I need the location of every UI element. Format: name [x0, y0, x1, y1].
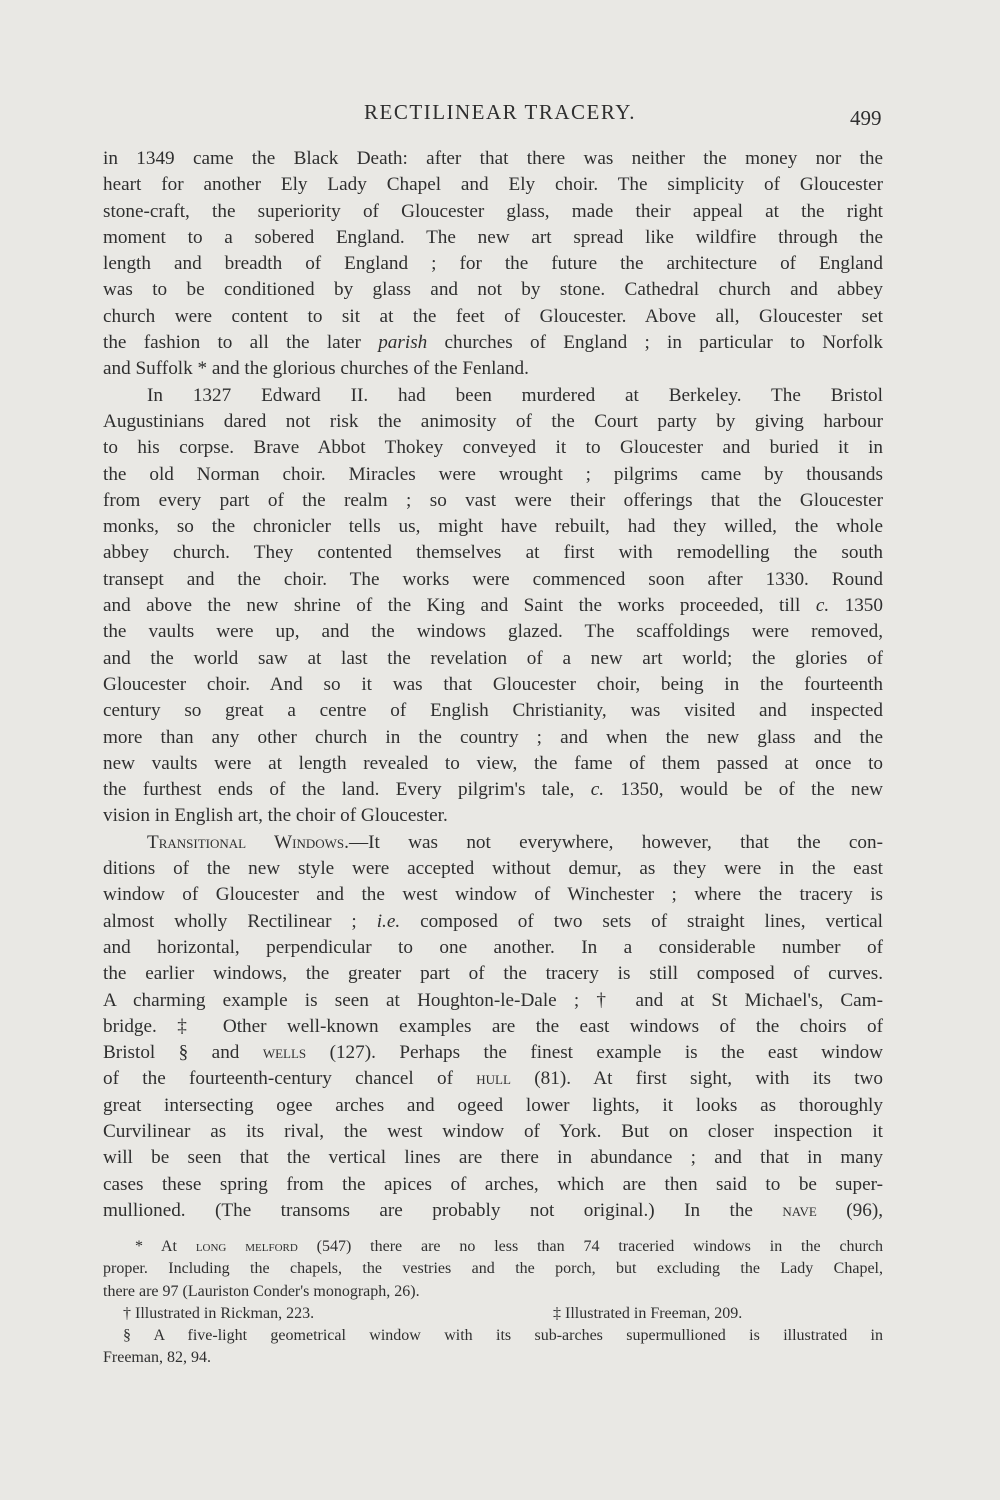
text-line: new vaults were at length revealed to view, the fame of them passed at once to: [103, 752, 883, 774]
text-line: bridge. ‡ Other well-known examples are the east windows of the choirs of: [103, 1015, 883, 1037]
text-line: [103, 593, 883, 619]
text-line: century so great a centre of English Christianity, was visited and inspected: [103, 700, 883, 722]
footnotes: [103, 1236, 883, 1370]
body-text: [103, 146, 883, 1224]
text-segment: (547) there are no less than 74 traceried windows in the church: [297, 1238, 883, 1255]
text-segment: churches of England ; in particular to Norfolk: [427, 332, 883, 354]
text-segment: (127). Perhaps the finest example is the east window: [306, 1042, 883, 1064]
text-line: [103, 1040, 883, 1066]
small-caps-ref: hull: [476, 1068, 511, 1090]
text-line: transept and the choir. The works were commenced soon after 1330. Round: [103, 568, 883, 590]
text-segment: the fashion to all the later: [103, 332, 379, 354]
text-line: was to be conditioned by glass and not by stone. Cathedral church and abbey: [103, 279, 883, 301]
text-line: the old Norman choir. Miracles were wrought ; pilgrims came by thousands: [103, 463, 883, 485]
small-caps-ref: nave: [782, 1199, 817, 1221]
text-segment: (81). At first sight, with its two: [510, 1068, 884, 1090]
text-line: the vaults were up, and the windows glazed. The scaffoldings were removed,: [103, 621, 883, 643]
text-segment: composed of two sets of straight lines, vertical: [400, 910, 883, 932]
text-line: A charming example is seen at Houghton-le-Dale ; † and at St Michael's, Cam-: [103, 989, 883, 1011]
text-segment: (96),: [816, 1199, 884, 1221]
text-line: In 1327 Edward II. had been murdered at Berkeley. The Bristol: [147, 384, 883, 406]
text-line: and the world saw at last the revelation of a new art world; the glories of: [103, 647, 883, 669]
page-number: 499: [850, 106, 882, 130]
text-line: abbey church. They contented themselves at first with remodelling the south: [103, 542, 883, 564]
text-line: [103, 777, 883, 803]
small-caps-ref: wells: [262, 1042, 307, 1064]
footnote-line: [103, 1236, 883, 1258]
text-line: more than any other church in the country ; and when the new glass and the: [103, 726, 883, 748]
small-caps-ref: long melford: [195, 1238, 298, 1255]
footnote-double-dagger: ‡ Illustrated in Freeman, 209.: [553, 1304, 743, 1322]
text-line: Gloucester choir. And so it was that Gloucester choir, being in the fourteenth: [103, 673, 883, 695]
text-segment: Bristol § and: [103, 1042, 263, 1064]
text-segment: 1350, would be of the new: [604, 779, 883, 801]
footnote-dagger: † Illustrated in Rickman, 223.: [123, 1304, 315, 1322]
text-line: in 1349 came the Black Death: after that there was neither the money nor the: [103, 148, 883, 169]
text-line: Curvilinear as its rival, the west window of York. But on closer inspection it: [103, 1120, 883, 1142]
text-segment: 1350: [829, 595, 883, 617]
text-segment: —It was not everywhere, however, that the con-: [348, 831, 884, 853]
text-line: the earlier windows, the greater part of the tracery is still composed of curves.: [103, 963, 883, 985]
text-line: [103, 1066, 883, 1092]
text-line: monks, so the chronicler tells us, might have rebuilt, had they willed, the whole: [103, 516, 883, 538]
text-line: and Suffolk * and the glorious churches of the Fenland.: [103, 358, 529, 380]
text-segment: * At: [135, 1238, 196, 1255]
text-line: Augustinians dared not risk the animosity of the Court party by giving harbour: [103, 410, 883, 432]
text-line: moment to a sobered England. The new art spread like wildfire through the: [103, 226, 883, 248]
text-line: length and breadth of England ; for the future the architecture of England: [103, 253, 883, 275]
footnote-line: there are 97 (Lauriston Conder's monograph, 26).: [103, 1282, 420, 1300]
text-segment: of the fourteenth-century chancel of: [103, 1068, 477, 1090]
text-line: cases these spring from the apices of arches, which are then said to be super-: [103, 1173, 883, 1195]
text-line: stone-craft, the superiority of Gloucester glass, made their appeal at the right: [103, 200, 883, 222]
text-line: from every part of the realm ; so vast were their offerings that the Gloucester: [103, 489, 883, 511]
text-segment: and above the new shrine of the King and Saint the works proceeded, till: [103, 595, 816, 617]
text-line: [103, 909, 883, 935]
text-line: to his corpse. Brave Abbot Thokey conveyed it to Gloucester and buried it in: [103, 437, 883, 459]
text-line: church were content to sit at the feet of Gloucester. Above all, Gloucester set: [103, 305, 883, 327]
text-line: will be seen that the vertical lines are there in abundance ; and that in many: [103, 1147, 883, 1169]
italic-word: parish: [378, 332, 428, 354]
italic-word: i.e.: [376, 910, 401, 932]
text-line: heart for another Ely Lady Chapel and Ely choir. The simplicity of Gloucester: [103, 174, 883, 196]
text-segment: the furthest ends of the land. Every pilgrim's tale,: [103, 779, 591, 801]
footnote-line: § A five-light geometrical window with its sub-arches supermullioned is illustrated in: [123, 1327, 883, 1345]
footnote-line: proper. Including the chapels, the vestries and the porch, but excluding the Lady Chapel,: [103, 1260, 883, 1278]
text-segment: almost wholly Rectilinear ;: [103, 910, 377, 932]
section-heading: Transitional Windows.: [147, 831, 349, 853]
text-line: [103, 830, 883, 856]
text-line: vision in English art, the choir of Gloucester.: [103, 805, 448, 827]
footnote-line: Freeman, 82, 94.: [103, 1349, 211, 1367]
running-title: RECTILINEAR TRACERY.: [364, 100, 636, 124]
footnote-row: [103, 1303, 883, 1325]
text-line: [103, 1198, 883, 1224]
italic-word: c.: [590, 779, 605, 801]
text-line: and horizontal, perpendicular to one another. In a considerable number of: [103, 936, 883, 958]
text-line: [103, 330, 883, 356]
italic-word: c.: [815, 595, 830, 617]
text-segment: mullioned. (The transoms are probably not original.) In the: [103, 1199, 783, 1221]
text-line: great intersecting ogee arches and ogeed lower lights, it looks as thoroughly: [103, 1094, 883, 1116]
text-line: window of Gloucester and the west window of Winchester ; where the tracery is: [103, 884, 883, 906]
text-line: ditions of the new style were accepted without demur, as they were in the east: [103, 858, 883, 880]
